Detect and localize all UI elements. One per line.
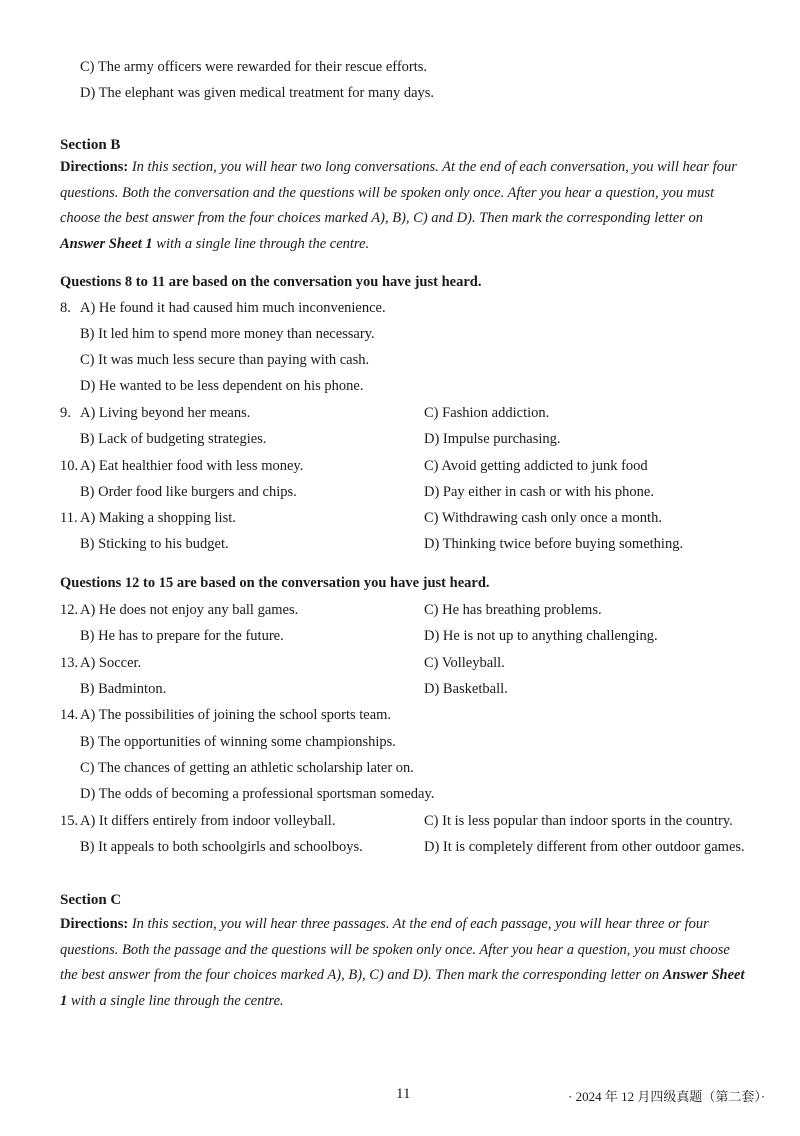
q12-option-c: C) He has breathing problems. [424, 602, 602, 618]
q12-option-a: A) He does not enjoy any ball games. [80, 602, 299, 618]
q10-option-c: C) Avoid getting addicted to junk food [424, 458, 648, 474]
directions-text-end: with a single line through the centre. [152, 235, 370, 252]
q14-option-b: B) The opportunities of winning some championships. [80, 734, 396, 750]
q9-option-c: C) Fashion addiction. [424, 405, 550, 421]
question-number: 9. [60, 405, 71, 421]
group-heading-8-11: Questions 8 to 11 are based on the conversation you have just heard. [60, 274, 482, 290]
q8-option-a: A) He found it had caused him much inconvenience. [80, 300, 386, 316]
q11-option-d: D) Thinking twice before buying something. [424, 536, 684, 552]
q14-option-a: A) The possibilities of joining the school sports team. [80, 707, 392, 723]
answer-sheet-ref: Answer Sheet 1 [60, 967, 745, 1009]
answer-sheet-ref: Answer Sheet 1 [60, 235, 153, 252]
question-number: 15. [60, 813, 79, 829]
directions-label: Directions: [60, 916, 129, 932]
q13-option-d: D) Basketball. [424, 681, 508, 697]
section-b-directions [60, 155, 746, 257]
q13-option-b: B) Badminton. [80, 681, 167, 697]
directions-text-end: with a single line through the centre. [67, 992, 284, 1009]
q9-option-d: D) Impulse purchasing. [424, 431, 561, 447]
q10-option-a: A) Eat healthier food with less money. [80, 458, 304, 474]
directions-label: Directions: [60, 159, 129, 175]
exam-tag: · 2024 年 12 月四级真题（第二套）· [568, 1089, 766, 1104]
question-number: 14. [60, 707, 79, 723]
q14-option-d: D) The odds of becoming a professional sportsman someday. [80, 786, 435, 802]
question-number: 12. [60, 602, 79, 618]
q15-option-c: C) It is less popular than indoor sports in the country. [424, 813, 733, 829]
question-number: 13. [60, 655, 79, 671]
group-heading-12-15: Questions 12 to 15 are based on the conversation you have just heard. [60, 575, 490, 591]
q8-option-b: B) It led him to spend more money than necessary. [80, 326, 375, 342]
q15-option-b: B) It appeals to both schoolgirls and schoolboys. [80, 839, 363, 855]
q9-option-a: A) Living beyond her means. [80, 405, 251, 421]
q10-option-d: D) Pay either in cash or with his phone. [424, 484, 654, 500]
q14-option-c: C) The chances of getting an athletic scholarship later on. [80, 760, 414, 776]
q9-option-b: B) Lack of budgeting strategies. [80, 431, 267, 447]
option-c: C) The army officers were rewarded for their rescue efforts. [80, 59, 428, 75]
q13-option-c: C) Volleyball. [424, 655, 505, 671]
q8-option-c: C) It was much less secure than paying with cash. [80, 352, 370, 368]
directions-text: In this section, you will hear two long conversations. At the end of each conversation, you will hear four questions. Both the conversation and the questions will be spoken only once. After you hear a question, you must choose the best answer from the four choices marked A), B), C) and D). Then mark the corresponding letter on [60, 159, 737, 226]
question-number: 11. [60, 510, 78, 526]
q11-option-a: A) Making a shopping list. [80, 510, 236, 526]
q15-option-a: A) It differs entirely from indoor volleyball. [80, 813, 336, 829]
q13-option-a: A) Soccer. [80, 655, 142, 671]
q12-option-d: D) He is not up to anything challenging. [424, 628, 658, 644]
section-b-title: Section B [60, 137, 121, 153]
option-d: D) The elephant was given medical treatment for many days. [80, 85, 435, 101]
question-number: 8. [60, 300, 71, 316]
directions-text: In this section, you will hear three passages. At the end of each passage, you will hear three or four questions. Both the passage and the questions will be spoken only once. After you hear a question, you must choose the best answer from the four choices marked A), B), C) and D). Then mark the corresponding letter on [60, 916, 730, 983]
q15-option-d: D) It is completely different from other outdoor games. [424, 839, 745, 855]
q11-option-c: C) Withdrawing cash only once a month. [424, 510, 662, 526]
section-c-title: Section C [60, 892, 122, 908]
page-number: 11 [396, 1086, 411, 1102]
q12-option-b: B) He has to prepare for the future. [80, 628, 284, 644]
q11-option-b: B) Sticking to his budget. [80, 536, 229, 552]
question-number: 10. [60, 458, 79, 474]
q8-option-d: D) He wanted to be less dependent on his phone. [80, 378, 364, 394]
q10-option-b: B) Order food like burgers and chips. [80, 484, 297, 500]
section-c-directions [60, 912, 746, 1014]
